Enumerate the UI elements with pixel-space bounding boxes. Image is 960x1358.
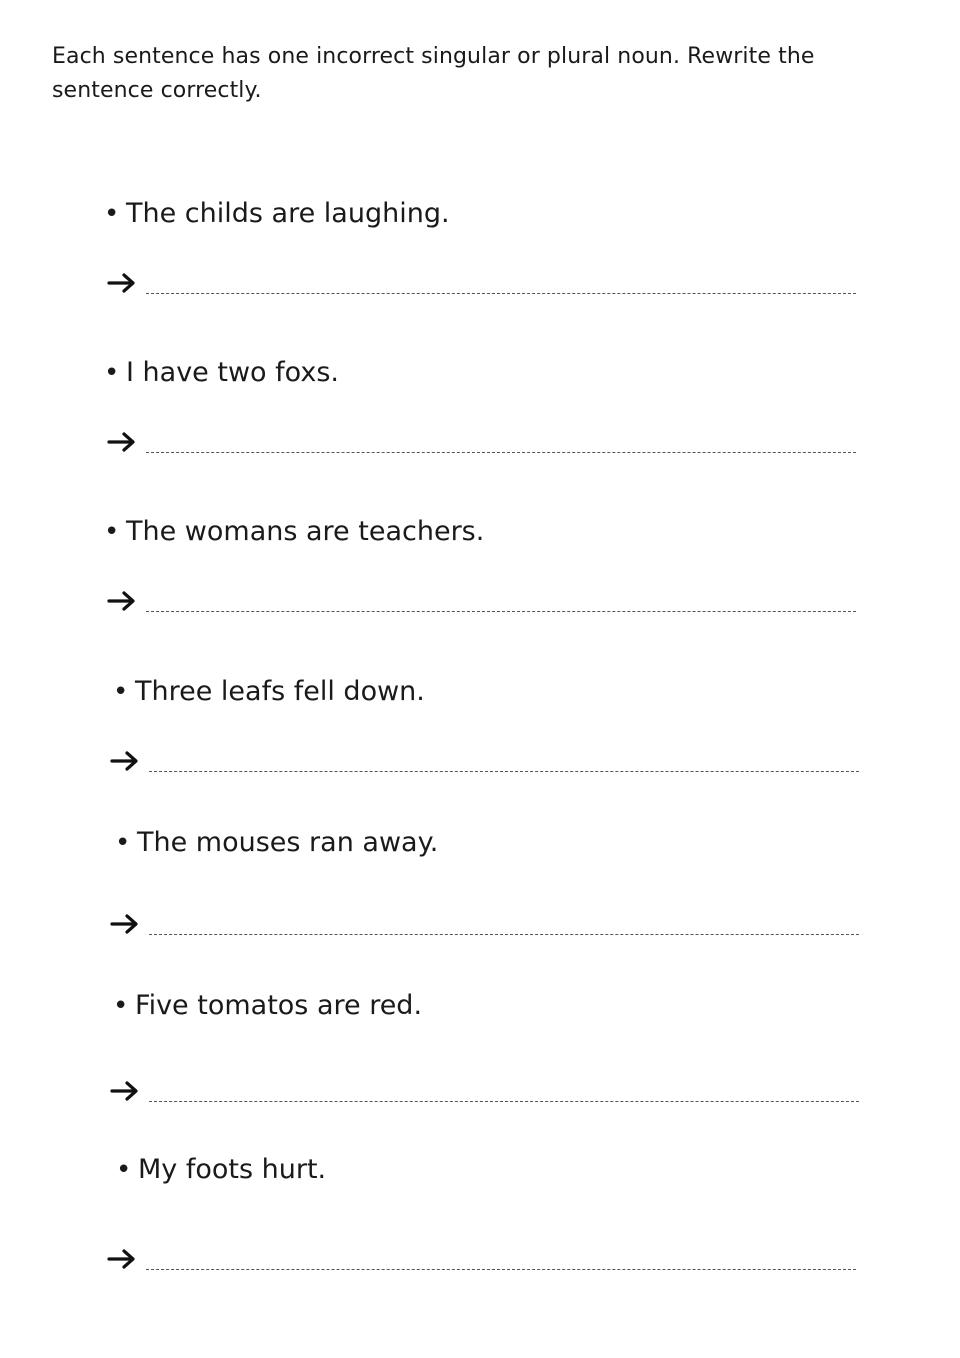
answer-row <box>109 746 859 776</box>
sentence-row <box>104 353 339 393</box>
exercise-item <box>0 512 960 652</box>
exercise-item <box>0 986 960 1126</box>
sentence-text: The childs are laughing. <box>126 198 450 229</box>
bullet: • <box>113 677 129 707</box>
sentence-row <box>116 1150 326 1190</box>
instructions: Each sentence has one incorrect singular or plural noun. Rewrite the sentence correctly. <box>52 44 815 103</box>
answer-row <box>106 427 856 457</box>
sentence-row <box>115 823 438 863</box>
bullet: • <box>116 1155 132 1185</box>
answer-input[interactable] <box>149 1081 859 1102</box>
right-arrow-icon <box>106 271 142 295</box>
answer-row <box>106 586 856 616</box>
sentence-text: Five tomatos are red. <box>135 990 423 1021</box>
answer-row <box>109 909 859 939</box>
answer-row <box>106 268 856 298</box>
sentence-text: The womans are teachers. <box>126 516 485 547</box>
right-arrow-icon <box>106 589 142 613</box>
sentence-row <box>104 512 484 552</box>
answer-row <box>106 1244 856 1274</box>
sentence-text: I have two foxs. <box>126 357 339 388</box>
right-arrow-icon <box>106 1247 142 1271</box>
answer-input[interactable] <box>149 914 859 935</box>
answer-row <box>109 1076 859 1106</box>
answer-input[interactable] <box>149 751 859 772</box>
bullet: • <box>104 358 120 388</box>
sentence-row <box>113 986 422 1026</box>
exercise-item <box>0 1150 960 1290</box>
right-arrow-icon <box>106 430 142 454</box>
right-arrow-icon <box>109 912 145 936</box>
exercise-item <box>0 353 960 493</box>
sentence-row <box>113 672 425 712</box>
right-arrow-icon <box>109 749 145 773</box>
sentence-text: The mouses ran away. <box>137 827 439 858</box>
exercise-item <box>0 823 960 963</box>
sentence-text: My foots hurt. <box>138 1154 327 1185</box>
bullet: • <box>113 991 129 1021</box>
bullet: • <box>104 199 120 229</box>
sentence-row <box>104 194 450 234</box>
exercise-item <box>0 194 960 334</box>
bullet: • <box>115 828 131 858</box>
right-arrow-icon <box>109 1079 145 1103</box>
bullet: • <box>104 517 120 547</box>
answer-input[interactable] <box>146 432 856 453</box>
sentence-text: Three leafs fell down. <box>135 676 425 707</box>
answer-input[interactable] <box>146 1249 856 1270</box>
answer-input[interactable] <box>146 273 856 294</box>
answer-input[interactable] <box>146 591 856 612</box>
exercise-item <box>0 672 960 812</box>
